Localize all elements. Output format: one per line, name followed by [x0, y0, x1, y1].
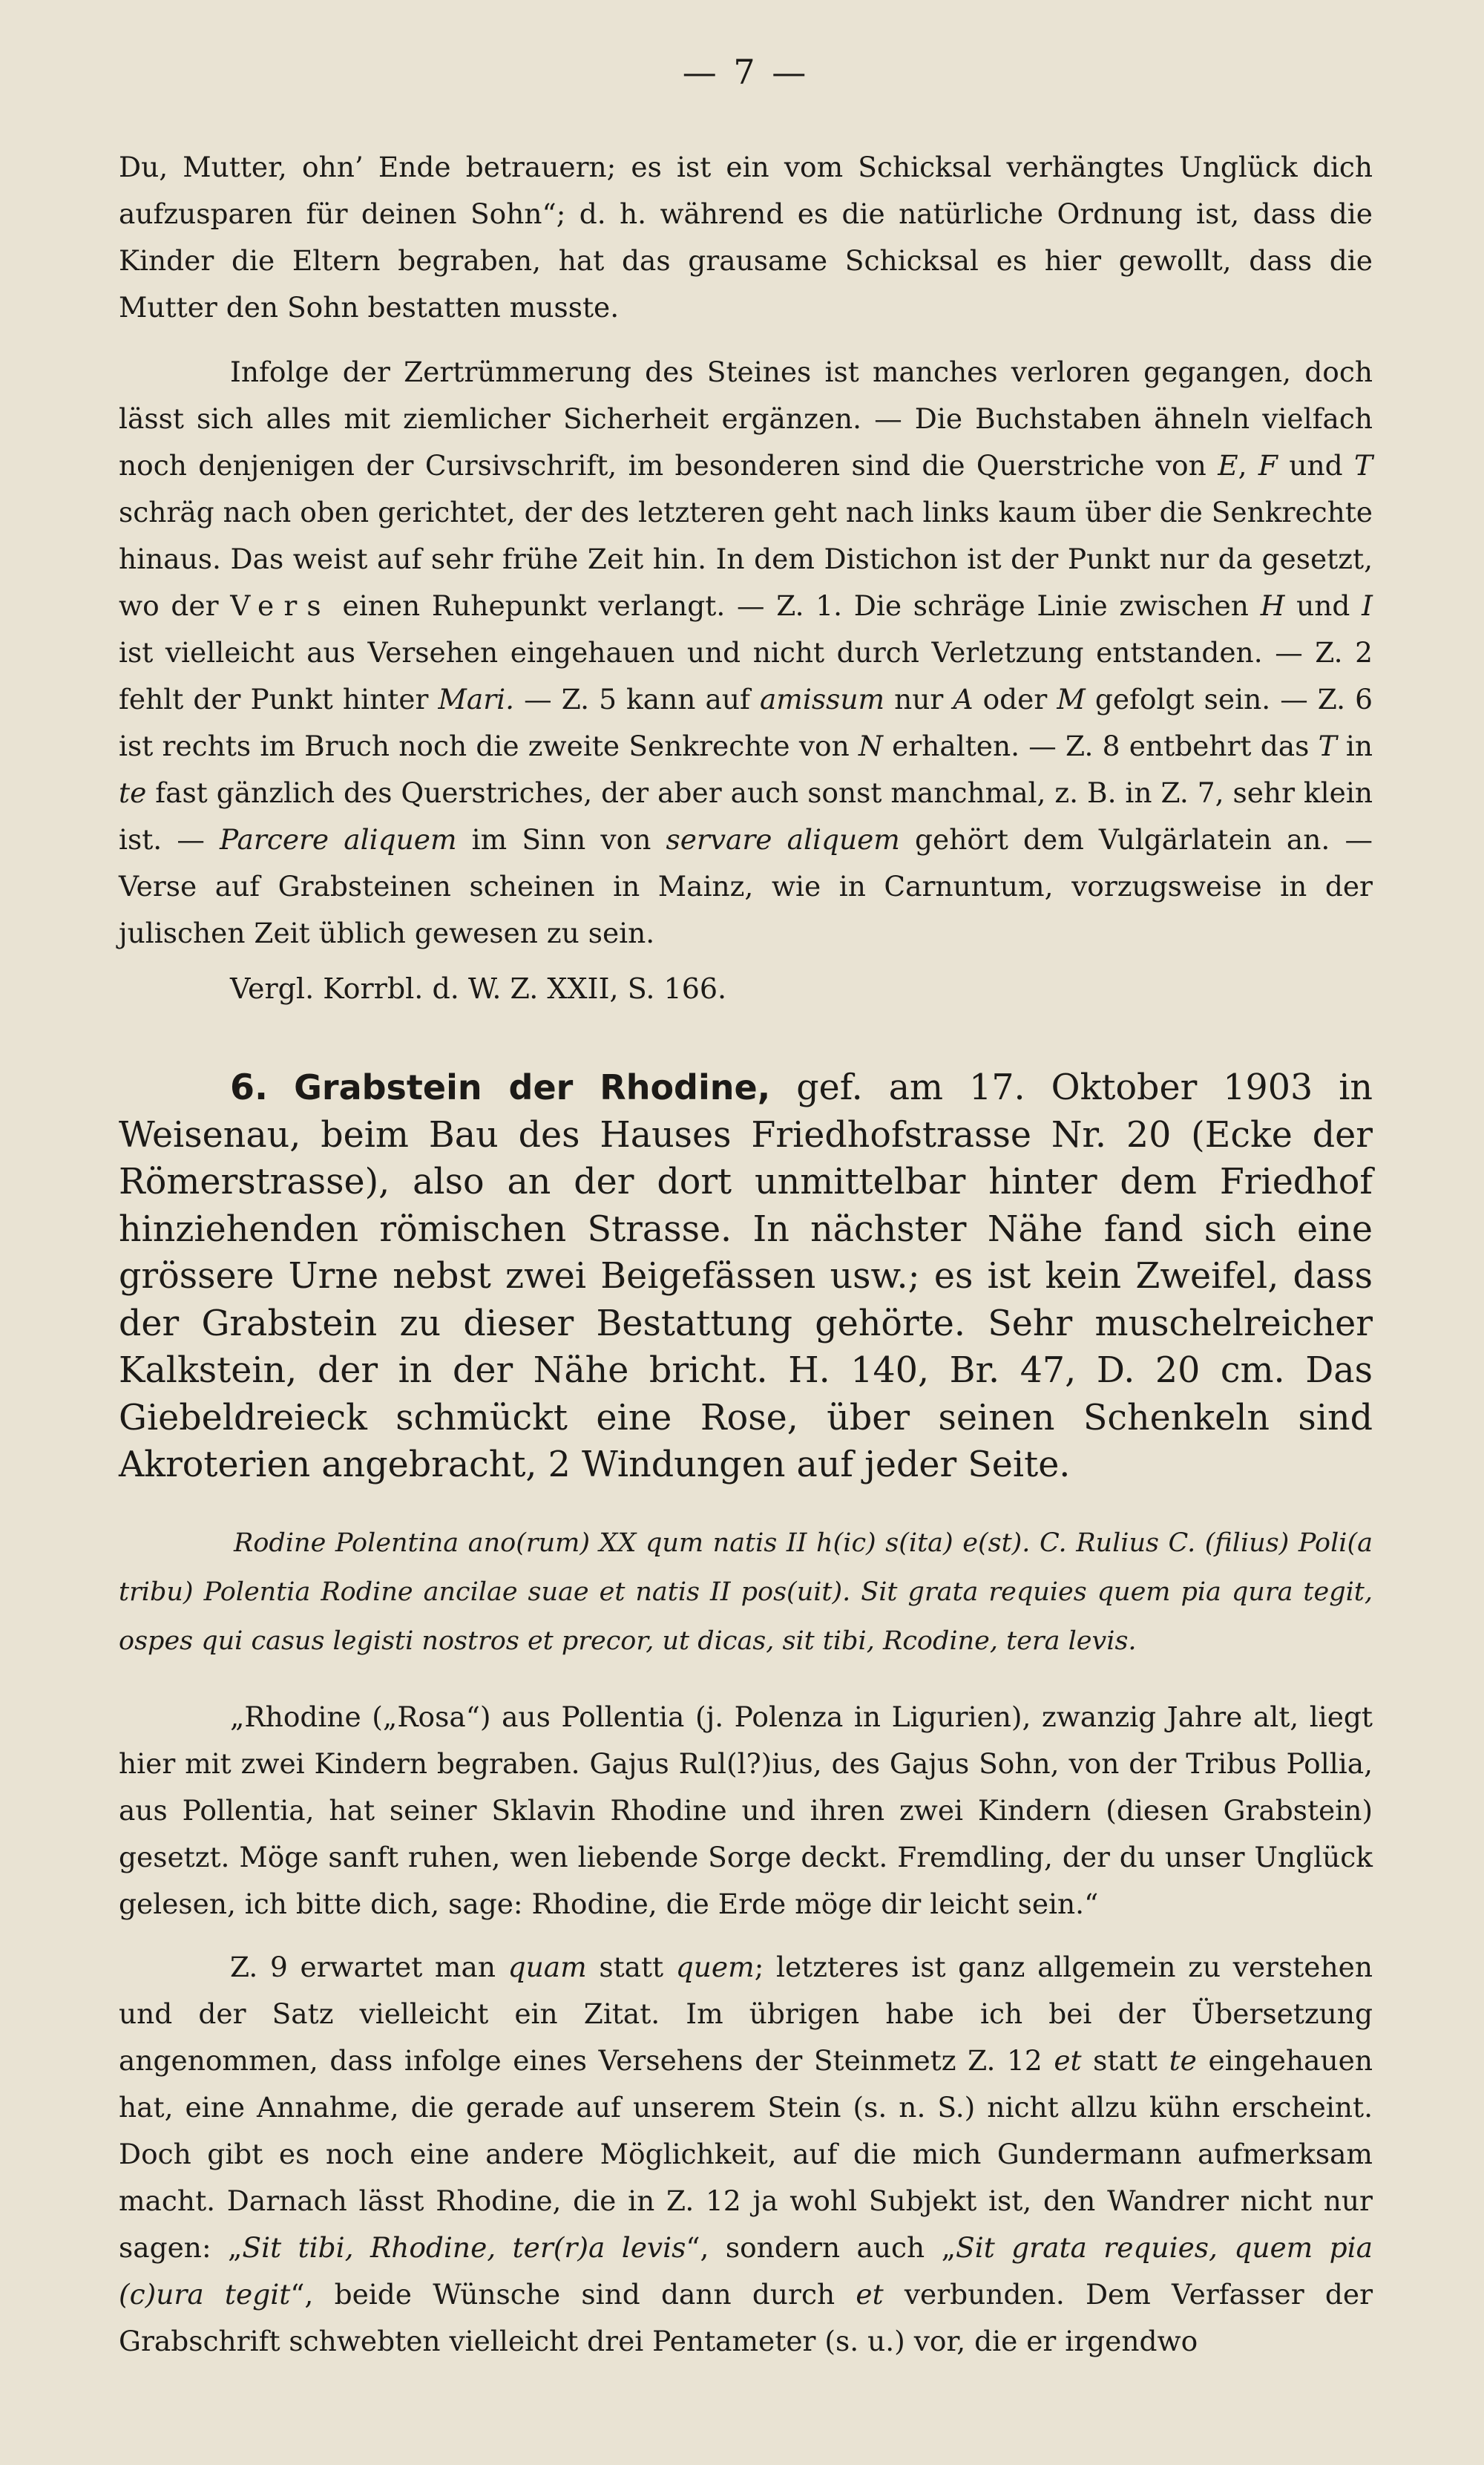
- p2-text-und: und: [1277, 449, 1354, 482]
- p2-letter-f: F: [1258, 449, 1278, 482]
- p2-vers-spaced: Vers: [230, 589, 331, 622]
- section-text: gef. am 17. Oktober 1903 in Weisenau, beim Bau des Hauses Friedhofstrasse Nr. 20 (Ecke der Römerstrasse), also an der dort unmittelbar hinter dem Friedhof hinziehenden römischen Strasse. In nächster Nähe fand sich eine grössere Urne nebst zwei Beigefässen usw.; es ist kein Zweifel, dass der Grabstein zu dieser Bestattung gehörte. Sehr muschelreicher Kalkstein, der in der Nähe bricht. H. 140, Br. 47, D. 20 cm. Das Giebeldreieck schmückt eine Rose, über seinen Schenkeln sind Akroterien angebracht, 2 Windungen auf jeder Seite.: [119, 1067, 1373, 1485]
- p2-text-comma: ,: [1238, 449, 1258, 482]
- page-number: — 7 —: [682, 52, 810, 92]
- p2-text-i: erhalten. — Z. 8 entbehrt das: [882, 730, 1319, 762]
- p2-text-b: schräg nach oben gerichtet, der des letzteren geht nach links kaum über die Senkrechte hinaus. Das weist auf sehr frühe Zeit hin. In dem Distichon ist der Punkt nur da gesetzt, wo der: [119, 496, 1373, 622]
- pl-et2: et: [856, 2277, 884, 2311]
- pl-quote-2: Sit grata requies, quem pia (c)ura tegit: [119, 2230, 1373, 2311]
- p2-text-j: in: [1336, 730, 1373, 762]
- p2-text-g: oder: [973, 683, 1057, 716]
- p2-letter-t2: T: [1318, 730, 1337, 762]
- p2-letter-a: A: [953, 683, 974, 716]
- p2-parcere: Parcere aliquem: [219, 823, 457, 856]
- p2-letter-t: T: [1353, 449, 1373, 482]
- p2-text-a: Infolge der Zertrümmerung des Steines ist manches verloren gegangen, doch lässt sich alles mit ziemlicher Sicherheit ergänzen. — Die Buchstaben ähneln vielfach noch denjenigen der Cursivschrift, im besonderen sind die Querstriche von: [119, 356, 1373, 482]
- section-heading: Grabstein der Rhodine,: [294, 1067, 771, 1107]
- reference: Vergl. Korrbl. d. W. Z. XXII, S. 166.: [230, 972, 727, 1005]
- p2-text-m: gehört dem Vulgärlatein an. — Verse auf Grabsteinen scheinen in Mainz, wie in Carnuntum, vorzugsweise in der julischen Zeit üblich gewesen zu sein.: [119, 823, 1373, 949]
- pl-te: te: [1169, 2043, 1197, 2077]
- pl-et: et: [1054, 2043, 1082, 2077]
- p2-letter-e: E: [1218, 449, 1238, 482]
- p2-letter-i: I: [1362, 589, 1373, 622]
- p2-text-f: nur: [884, 683, 953, 716]
- p2-text-l: im Sinn von: [456, 823, 666, 856]
- pl-text-c: ; letzteres ist ganz allgemein zu verstehen und der Satz vielleicht ein Zitat. Im übrigen habe ich bei der Übersetzung angenommen, dass infolge eines Versehens der Steinmetz Z. 12: [119, 1950, 1373, 2077]
- inscription-body: Rodine Polentina ano(rum) XX qum natis II h(ic) s(ita) e(st). C. Rulius C. (filius) Poli(a tribu) Polentia Rodine ancilae suae et natis II pos(uit). Sit grata requies quem pia qura tegit, ospes qui casus legisti nostros et precor, ut dicas, sit tibi, Rcodine, tera levis.: [119, 1528, 1373, 1656]
- paragraph-2: [119, 349, 1373, 957]
- p2-text-und2: und: [1284, 589, 1362, 622]
- paragraph-1: Du, Mutter, ohn’ Ende betrauern; es ist ein vom Schicksal verhängtes Unglück dich aufzusparen für deinen Sohn“; d. h. während es die natürliche Ordnung ist, dass die Kinder die Eltern begraben, hat das grausame Schicksal es hier gewollt, dass die Mutter den Sohn bestatten musste.: [119, 151, 1373, 324]
- pl-text-f: “, sondern auch „: [686, 2230, 956, 2264]
- p2-letter-n: N: [858, 730, 883, 762]
- pl-quote-1: Sit tibi, Rhodine, ter(r)a levis: [242, 2230, 686, 2264]
- pl-text-b: statt: [586, 1950, 676, 1983]
- p2-te: te: [119, 776, 147, 809]
- pl-text-h: verbunden. Dem Verfasser der Grabschrift schwebten vielleicht drei Pentameter (s. u.) vor, die er irgendwo: [119, 2277, 1373, 2357]
- p2-letter-h: H: [1260, 589, 1285, 622]
- p2-text-k: fast gänzlich des Querstriches, der aber auch sonst manchmal, z. B. in Z. 7, sehr klein ist. —: [119, 776, 1373, 856]
- pl-text-e: eingehauen hat, eine Annahme, die gerade auf unserem Stein (s. n. S.) nicht allzu kühn erscheint. Doch gibt es noch eine andere Möglichkeit, auf die mich Gundermann aufmerksam macht. Darnach lässt Rhodine, die in Z. 12 ja wohl Subjekt ist, den Wandrer nicht nur sagen: „: [119, 2043, 1373, 2264]
- p2-amissum: amissum: [759, 683, 885, 716]
- p2-text-h: gefolgt sein. — Z. 6 ist rechts im Bruch noch die zweite Senkrechte von: [119, 683, 1373, 762]
- p2-text-c: einen Ruhepunkt verlangt. — Z. 1. Die schräge Linie zwischen: [330, 589, 1261, 622]
- pl-quam: quam: [508, 1950, 587, 1983]
- paragraph-last: [119, 1944, 1373, 2365]
- section-number: 6.: [230, 1067, 269, 1108]
- p2-mari: Mari.: [438, 683, 515, 716]
- pl-text-a: Z. 9 erwartet man: [230, 1950, 508, 1983]
- translation: „Rhodine („Rosa“) aus Pollentia (j. Polenza in Ligurien), zwanzig Jahre alt, liegt hier mit zwei Kindern begraben. Gajus Rul(l?)ius, des Gajus Sohn, von der Tribus Pollia, aus Pollentia, hat seiner Sklavin Rhodine und ihren zwei Kindern (diesen Grabstein) gesetzt. Möge sanft ruhen, wen liebende Sorge deckt. Fremdling, der du unser Unglück gelesen, ich bitte dich, sage: Rhodine, die Erde möge dir leicht sein.“: [119, 1700, 1373, 1920]
- p2-servare: servare aliquem: [666, 823, 900, 856]
- section-6: [119, 1064, 1373, 1489]
- inscription-text: [119, 1519, 1373, 1666]
- pl-quem: quem: [675, 1950, 755, 1983]
- p2-text-e: — Z. 5 kann auf: [514, 683, 760, 716]
- pl-text-g: “, beide Wünsche sind dann durch: [290, 2277, 856, 2311]
- p2-letter-m: M: [1057, 683, 1086, 716]
- pl-text-d: statt: [1081, 2043, 1169, 2077]
- p2-text-d: ist vielleicht aus Versehen eingehauen und nicht durch Verletzung entstanden. — Z. 2 fehlt der Punkt hinter: [119, 636, 1373, 716]
